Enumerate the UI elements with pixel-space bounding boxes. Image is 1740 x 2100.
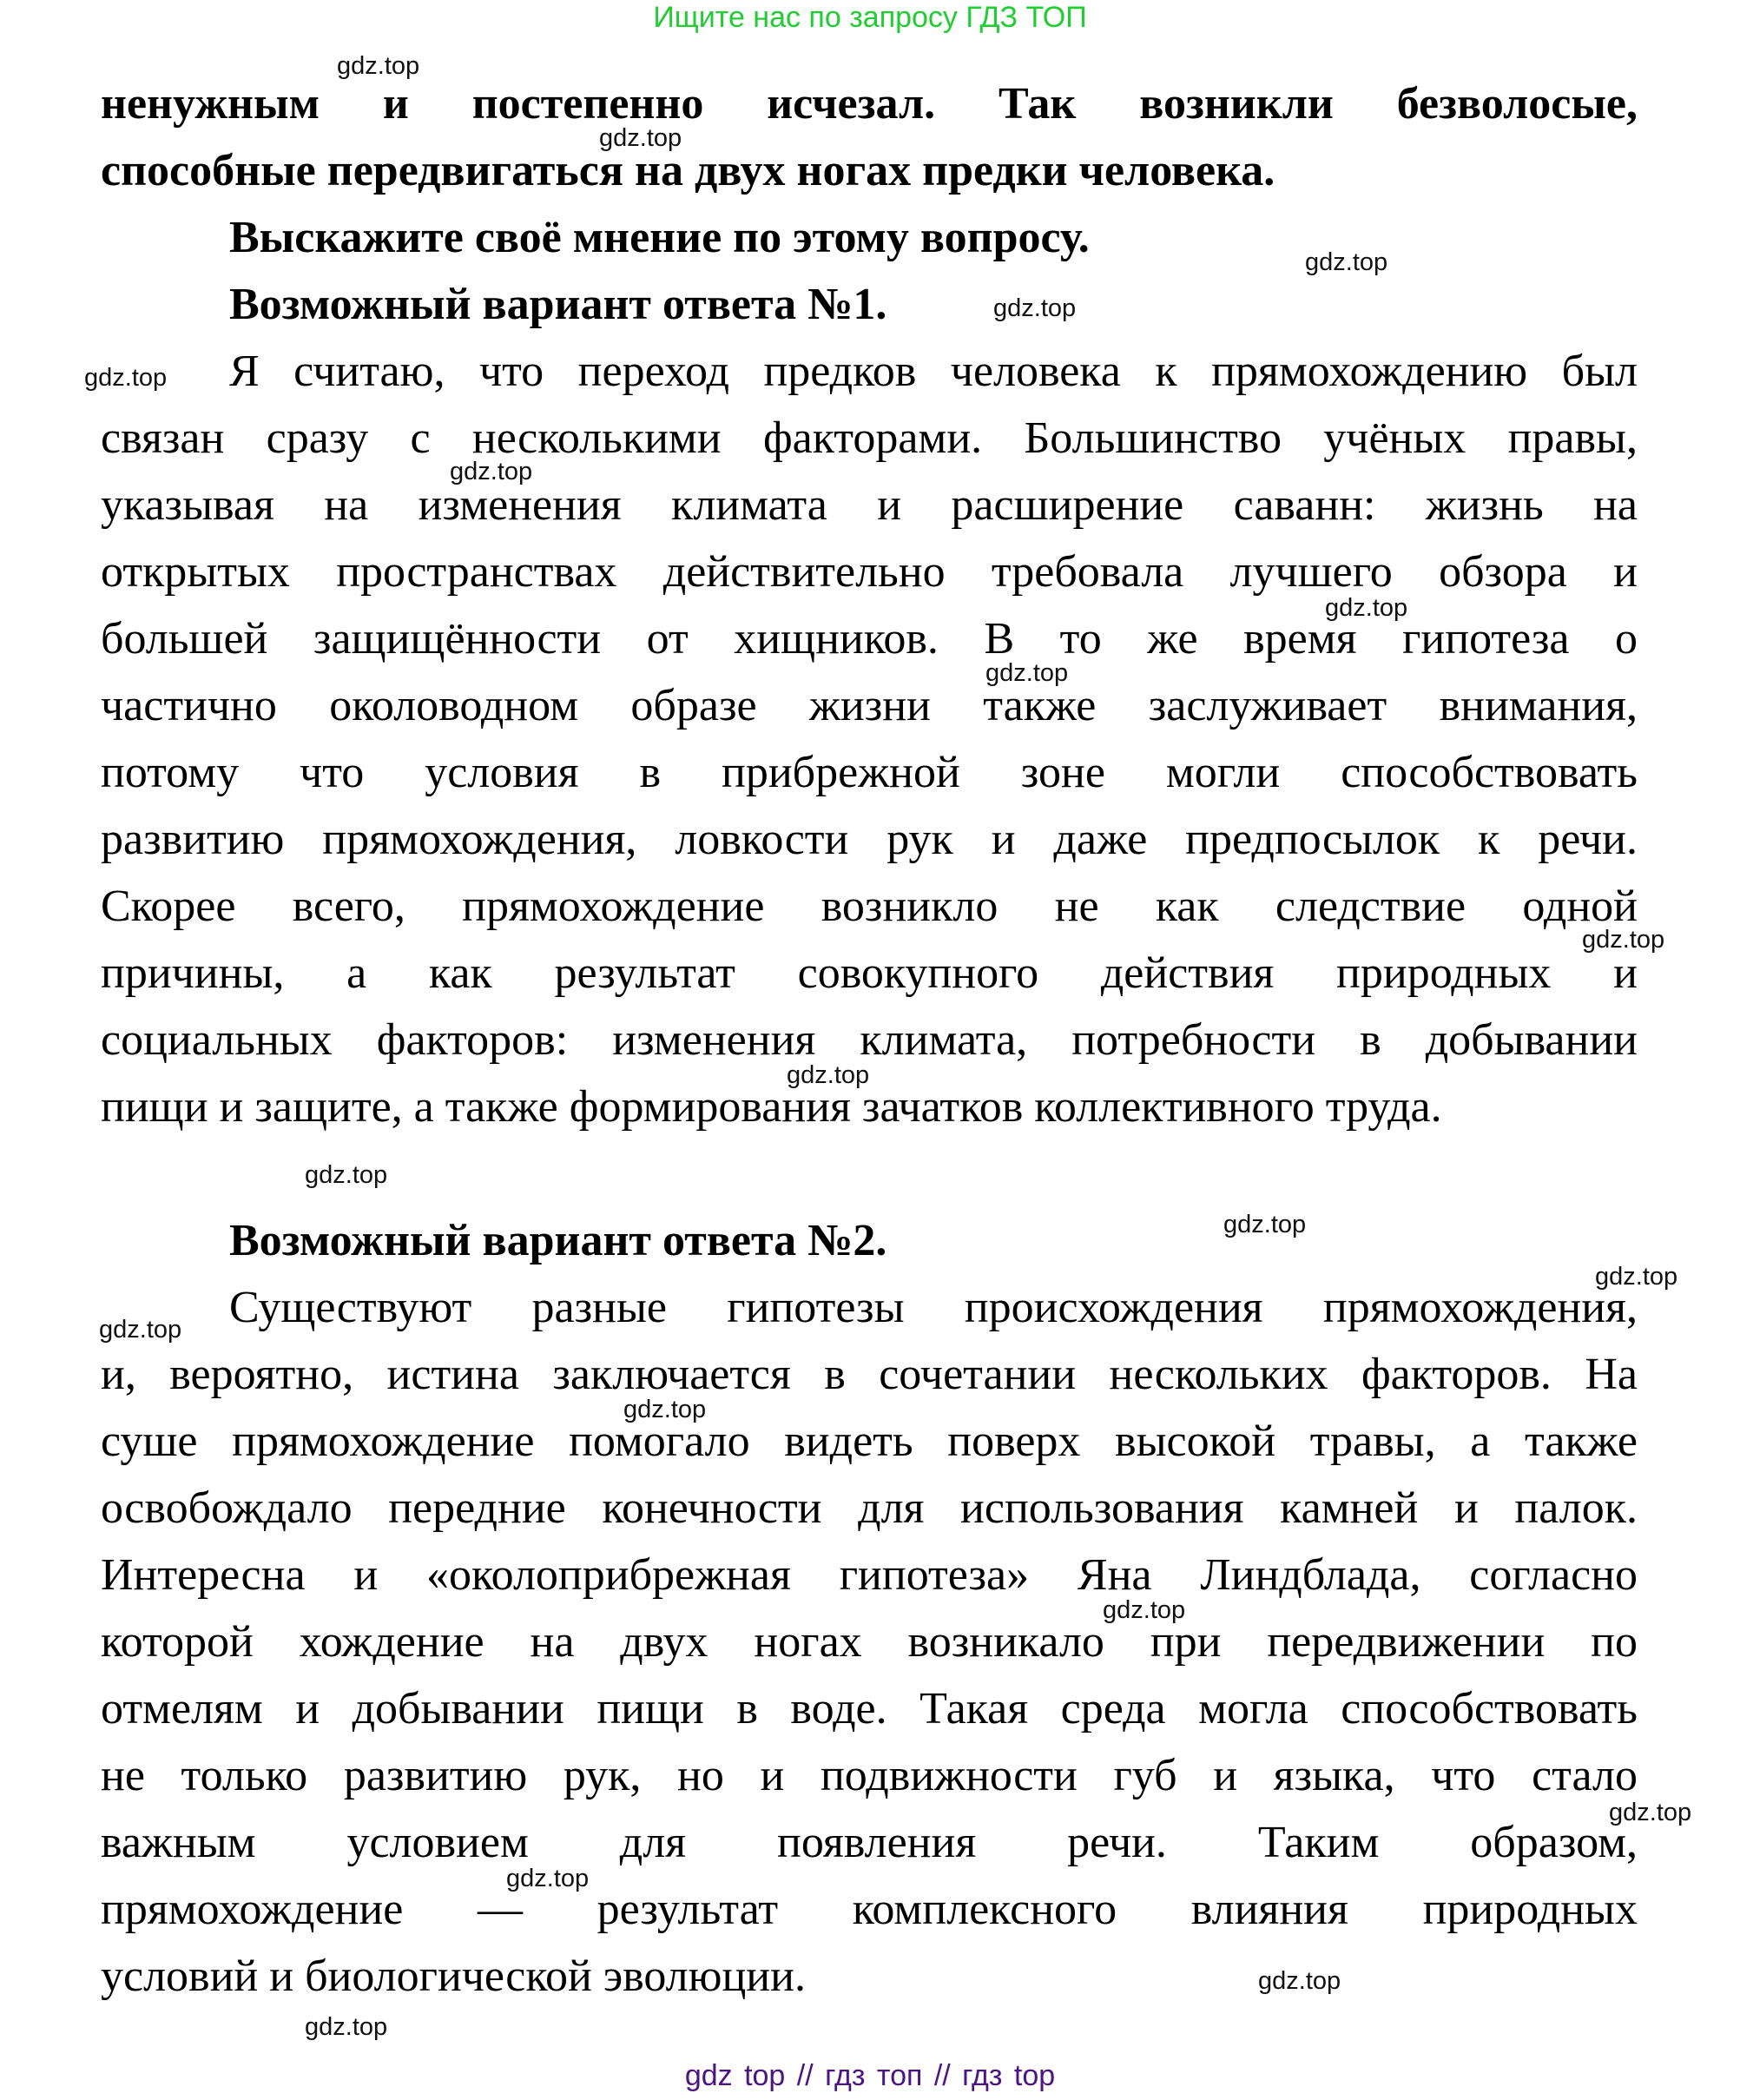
watermark: gdz.top	[1595, 1263, 1678, 1291]
answer1-line: потому что условия в прибрежной зоне могли способствовать	[101, 748, 1638, 797]
answer2-line: условий и биологической эволюции.	[101, 1951, 806, 2001]
answer1-line: открытых пространствах действительно требовала лучшего обзора и	[101, 547, 1638, 597]
footer-links: gdz top // гдз топ // гдз top	[684, 2059, 1056, 2092]
answer2-line: прямохождение — результат комплексного влияния природных	[101, 1885, 1638, 1934]
watermark: gdz.top	[99, 1316, 182, 1344]
answer1-line: социальных факторов: изменения климата, потребности в добывании	[101, 1015, 1638, 1065]
watermark: gdz.top	[450, 458, 533, 485]
answer1-line: указывая на изменения климата и расширение саванн: жизнь на	[101, 480, 1638, 530]
answer2-line: Существуют разные гипотезы происхождения прямохождения,	[229, 1283, 1638, 1332]
answer1-line: большей защищённости от хищников. В то же время гипотеза о	[101, 614, 1638, 664]
watermark: gdz.top	[1258, 1967, 1341, 1995]
watermark: gdz.top	[1609, 1799, 1692, 1826]
answer2-line: и, вероятно, истина заключается в сочетании нескольких факторов. На	[101, 1350, 1638, 1399]
task-prompt: Выскажите своё мнение по этому вопросу.	[229, 213, 1090, 262]
watermark: gdz.top	[1103, 1596, 1186, 1624]
answer1-line: связан сразу с несколькими факторами. Большинство учёных правы,	[101, 413, 1638, 463]
watermark: gdz.top	[1325, 594, 1408, 622]
watermark: gdz.top	[337, 52, 420, 80]
watermark: gdz.top	[623, 1396, 707, 1423]
answer2-line: отмелям и добывании пищи в воде. Такая среда могла способствовать	[101, 1684, 1638, 1733]
answer2-line: не только развитию рук, но и подвижности губ и языка, что стало	[101, 1751, 1638, 1800]
watermark: gdz.top	[985, 659, 1069, 687]
watermark: gdz.top	[84, 364, 168, 392]
answer1-line: развитию прямохождения, ловкости рук и даже предпосылок к речи.	[101, 815, 1638, 864]
answer2-line: суше прямохождение помогало видеть поверх высокой травы, а также	[101, 1417, 1638, 1466]
answer1-line: Скорее всего, прямохождение возникло не как следствие одной	[101, 882, 1638, 931]
watermark: gdz.top	[599, 124, 682, 152]
watermark: gdz.top	[305, 1161, 388, 1189]
answer2-line: Интересна и «околоприбрежная гипотеза» Яна Линдблада, согласно	[101, 1550, 1638, 1600]
answer2-line: освобождало передние конечности для использования камней и палок.	[101, 1483, 1638, 1533]
search-banner: Ищите нас по запросу ГДЗ ТОП	[653, 1, 1087, 34]
answer2-line: которой хождение на двух ногах возникало при передвижении по	[101, 1617, 1638, 1667]
answer1-line: причины, а как результат совокупного действия природных и	[101, 948, 1638, 998]
watermark: gdz.top	[506, 1865, 590, 1892]
intro-line: ненужным и постепенно исчезал. Так возникли безволосые,	[101, 79, 1638, 129]
watermark: gdz.top	[1582, 926, 1665, 954]
watermark: gdz.top	[787, 1061, 870, 1089]
answer1-line: пищи и защите, а также формирования зачатков коллективного труда.	[101, 1082, 1442, 1132]
watermark: gdz.top	[1223, 1211, 1307, 1238]
answer2-heading: Возможный вариант ответа №2.	[229, 1216, 887, 1265]
watermark: gdz.top	[993, 294, 1077, 322]
answer1-line: Я считаю, что переход предков человека к прямохождению был	[229, 347, 1638, 396]
answer1-line: частично околоводном образе жизни также заслуживает внимания,	[101, 681, 1638, 730]
watermark: gdz.top	[1305, 248, 1388, 276]
answer1-heading: Возможный вариант ответа №1.	[229, 280, 887, 329]
answer2-line: важным условием для появления речи. Таким образом,	[101, 1818, 1638, 1867]
intro-line: способные передвигаться на двух ногах предки человека.	[101, 146, 1275, 195]
watermark: gdz.top	[305, 2013, 388, 2041]
